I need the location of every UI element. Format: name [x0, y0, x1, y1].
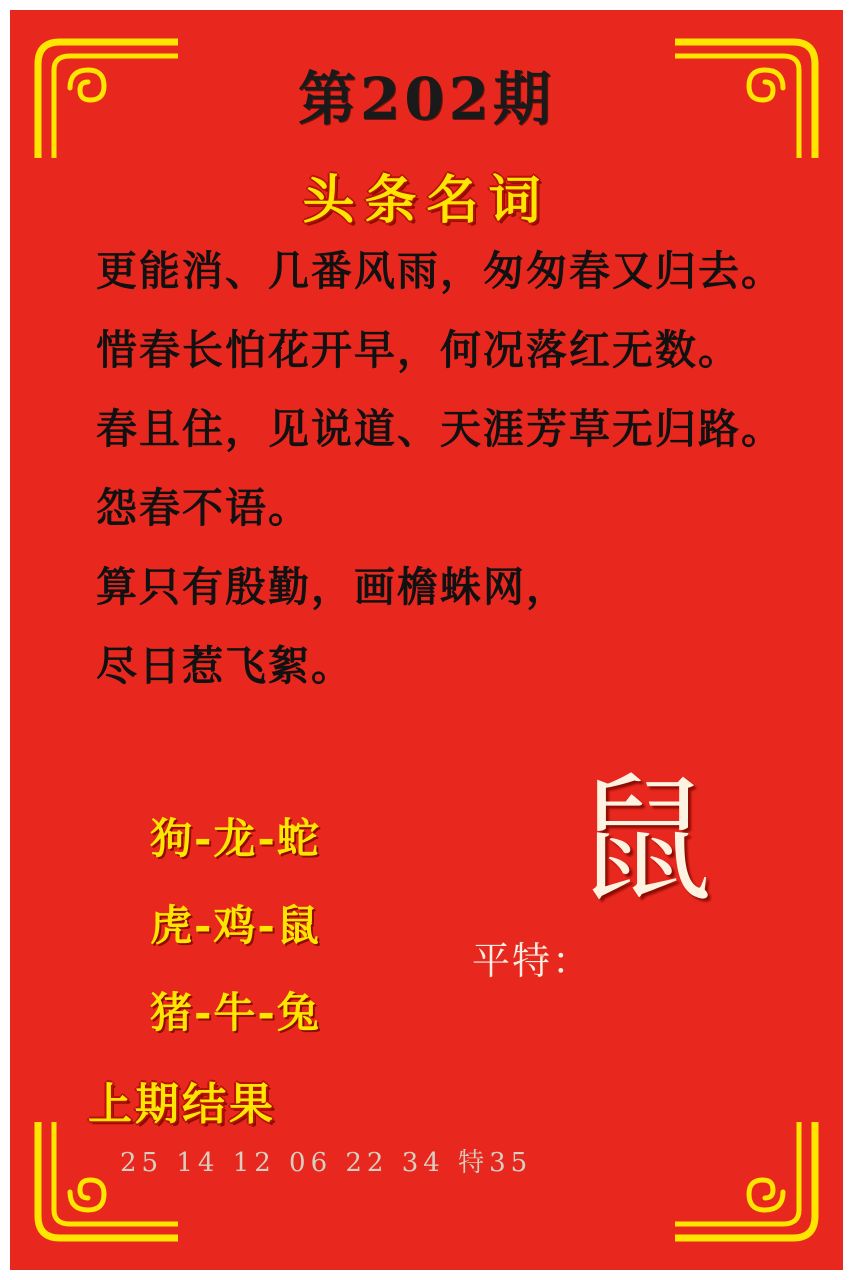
poem-line: 惜春长怕花开早，何况落红无数。	[96, 326, 741, 374]
zodiac-picks-list	[150, 795, 440, 1056]
poem-body	[96, 232, 836, 706]
poem-line: 怨春不语。	[96, 484, 311, 532]
corner-ornament-bottom-left-icon	[30, 1120, 180, 1250]
zodiac-pick-row: 狗-龙-蛇	[150, 814, 321, 863]
poem-line: 更能消、几番风雨，匆匆春又归去。	[96, 247, 784, 295]
corner-ornament-bottom-right-icon	[673, 1120, 823, 1250]
issue-title: 第202期	[297, 65, 556, 133]
featured-animal: 鼠	[574, 760, 713, 921]
last-result-numbers: 25 14 12 06 22 34 特35	[120, 1148, 533, 1178]
poem-line: 尽日惹飞絮。	[96, 642, 354, 690]
poem-line: 算只有殷勤，画檐蛛网，	[96, 563, 569, 611]
last-result-title: 上期结果	[88, 1079, 276, 1130]
zodiac-pick-row: 猪-牛-兔	[150, 988, 321, 1037]
poem-line: 春且住，见说道、天涯芳草无归路。	[96, 405, 784, 453]
headline-title: 头条名词	[302, 170, 551, 231]
zodiac-pick-row: 虎-鸡-鼠	[150, 901, 321, 950]
featured-animal-label: 平特：	[472, 939, 593, 983]
